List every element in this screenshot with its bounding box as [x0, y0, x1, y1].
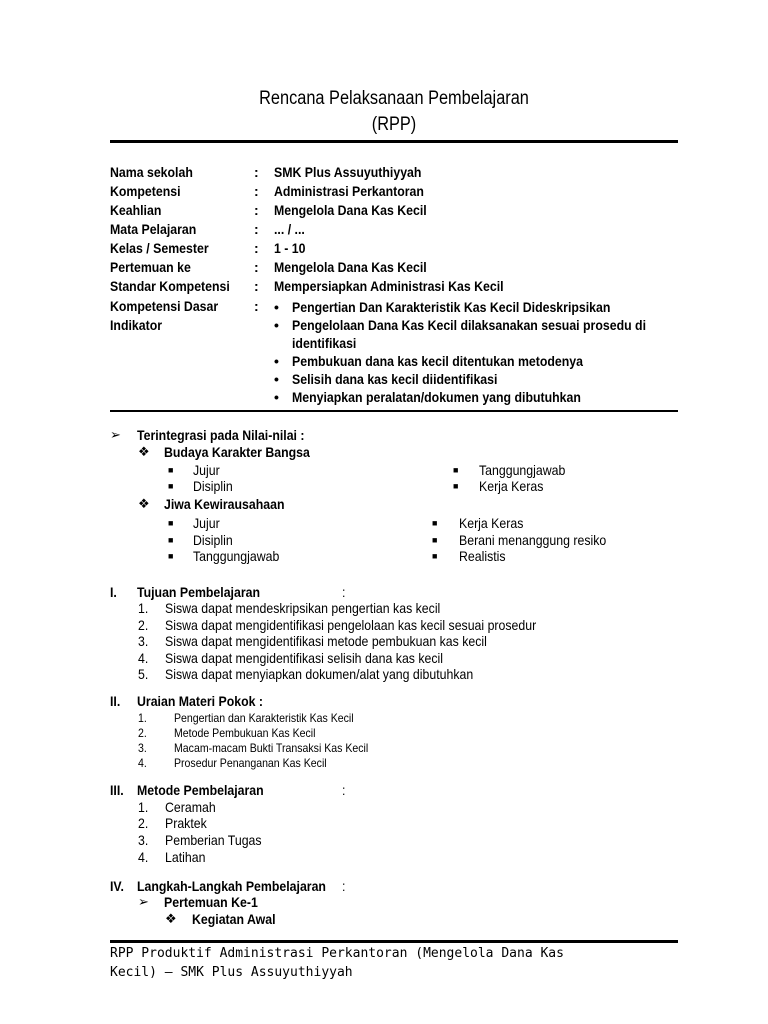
list-item: Ceramah	[165, 799, 216, 815]
list-item: Macam-macam Bukti Transaksi Kas Kecil	[174, 741, 369, 755]
kegiatan-label: Kegiatan Awal	[192, 911, 276, 927]
list-item: • Pembukuan dana kas kecil ditentukan metodenya	[274, 353, 583, 369]
section-title: Tujuan Pembelajaran	[137, 584, 261, 600]
identity-row: Pertemuan ke : Mengelola Dana Kas Kecil	[110, 259, 427, 275]
list-item: Siswa dapat mengidentifikasi pengelolaan kas kecil sesuai prosedur	[165, 617, 537, 633]
list-item: Disiplin	[193, 532, 233, 548]
list-item: Siswa dapat mengidentifikasi selisih dana kas kecil	[165, 650, 444, 666]
pertemuan-label: Pertemuan Ke-1	[164, 894, 258, 910]
identity-row: Indikator	[110, 317, 163, 333]
nilai-heading: Terintegrasi pada Nilai-nilai :	[137, 427, 305, 443]
identity-row: Kelas / Semester : 1 - 10	[110, 240, 306, 256]
section-number: IV.	[110, 878, 124, 894]
document-page: Rencana Pelaksanaan Pembelajaran (RPP) Nama sekolah : SMK Plus Assuyuthiyyah Kompetensi : Administrasi Perkantoran Keahlian : Mengelola Dana Kas Kecil Mata Pelajaran : ... / ... Kelas / Semester : 1 - 10 Pertemuan ke : Mengelola Dana Kas Kecil Standar Kompetensi : Mempersiapkan Administrasi Kas Kecil Kompetensi Dasar : Indikator • Pengertian Dan Karakteristik Kas Kecil Dideskripsikan • Pengelolaan Dana Kas Kecil dilaksanakan sesuai prosedu di identifikasi • Pembukuan dana kas kecil ditentukan metodenya • Selisih dana kas kecil diidentifikasi • Menyiapkan peralatan/dokumen yang dibutuhkan ➢ Terintegrasi pada Nilai-nilai : ❖ Budaya Karakter Bangsa ■ Jujur ■ Disiplin ■ Tanggungjawab ■ Kerja Keras ❖ Jiwa Kewirausahaan ■ Jujur ■ Disiplin ■ Tanggungjawab ■ Kerja Keras ■ Berani menanggung resiko ■ Realistis I. Tujuan Pembelajaran : 1. Siswa dapat mendeskripsikan pengertian kas kecil 2. Siswa dapat mengidentifikasi pengelolaan kas kecil sesuai prosedur 3. Siswa dapat mengidentifikasi metode pembukuan kas kecil 4. Siswa dapat mengidentifikasi selisih dana kas kecil 5. Siswa dapat menyiapkan dokumen/alat yang dibutuhkan II. Uraian Materi Pokok : 1. Pengertian dan Karakteristik Kas Kecil 2. Metode Pembukuan Kas Kecil 3. Macam-macam Bukti Transaksi Kas Kecil 4. Prosedur Penanganan Kas Kecil III. Metode Pembelajaran : 1. Ceramah 2. Praktek 3. Pemberian Tugas 4. Latihan IV. Langkah-Langkah Pembelajaran : ➢ Pertemuan Ke-1 ❖ Kegiatan Awal RPP Produktif Administrasi Perkantoran (Mengelola Dana Kas Kecil) – SMK Plus Assuyuthiyyah	[0, 0, 768, 1024]
list-item: Praktek	[165, 815, 207, 831]
list-item: • Pengelolaan Dana Kas Kecil dilaksanakan sesuai prosedu di identifikasi	[274, 317, 647, 351]
list-item: Siswa dapat mengidentifikasi metode pembukuan kas kecil	[165, 633, 487, 649]
identity-row: Nama sekolah : SMK Plus Assuyuthiyyah	[110, 164, 422, 180]
page-title: Rencana Pelaksanaan Pembelajaran	[259, 88, 529, 109]
identity-row: Mata Pelajaran : ... / ...	[110, 221, 305, 237]
section-number: III.	[110, 782, 124, 798]
square-bullet-icon: ■	[432, 518, 438, 528]
list-item: Prosedur Penanganan Kas Kecil	[174, 756, 327, 770]
section-title: Metode Pembelajaran	[137, 782, 264, 798]
list-item: • Pengertian Dan Karakteristik Kas Kecil Dideskripsikan	[274, 299, 611, 315]
arrow-bullet-icon: ➢	[138, 894, 149, 909]
identity-row: Kompetensi Dasar :	[110, 298, 259, 314]
identity-row: Keahlian : Mengelola Dana Kas Kecil	[110, 202, 427, 218]
square-bullet-icon: ■	[168, 465, 174, 475]
list-item: Kerja Keras	[479, 478, 544, 494]
footer-divider	[110, 940, 678, 943]
square-bullet-icon: ■	[168, 535, 174, 545]
list-item: Tanggungjawab	[193, 548, 280, 564]
section-divider	[110, 410, 678, 412]
kewirausahaan-title: Jiwa Kewirausahaan	[164, 496, 285, 512]
list-item: Disiplin	[193, 478, 233, 494]
title-divider	[110, 140, 678, 143]
diamond-bullet-icon: ❖	[165, 911, 177, 926]
page-footer	[110, 944, 678, 982]
square-bullet-icon: ■	[453, 481, 459, 491]
square-bullet-icon: ■	[432, 551, 438, 561]
list-item: Pengertian dan Karakteristik Kas Kecil	[174, 711, 354, 725]
list-item: • Selisih dana kas kecil diidentifikasi	[274, 371, 498, 387]
identity-row: Kompetensi : Administrasi Perkantoran	[110, 183, 424, 199]
square-bullet-icon: ■	[168, 481, 174, 491]
arrow-bullet-icon: ➢	[110, 427, 121, 442]
square-bullet-icon: ■	[432, 535, 438, 545]
list-item: Tanggungjawab	[479, 462, 566, 478]
section-number: I.	[110, 584, 117, 600]
indicator-list	[274, 298, 684, 406]
square-bullet-icon: ■	[453, 465, 459, 475]
section-title: Uraian Materi Pokok :	[137, 693, 263, 709]
list-item: Siswa dapat menyiapkan dokumen/alat yang dibutuhkan	[165, 666, 474, 682]
list-item: Berani menanggung resiko	[459, 532, 607, 548]
karakter-title: Budaya Karakter Bangsa	[164, 444, 310, 460]
list-item: Pemberian Tugas	[165, 832, 262, 848]
section-number: II.	[110, 693, 121, 709]
square-bullet-icon: ■	[168, 551, 174, 561]
list-item: Jujur	[193, 462, 220, 478]
list-item: Metode Pembukuan Kas Kecil	[174, 726, 316, 740]
page-subtitle: (RPP)	[371, 114, 417, 135]
list-item: Jujur	[193, 515, 220, 531]
diamond-bullet-icon: ❖	[138, 496, 150, 511]
list-item: Kerja Keras	[459, 515, 524, 531]
diamond-bullet-icon: ❖	[138, 444, 150, 459]
section-title: Langkah-Langkah Pembelajaran	[137, 878, 326, 894]
footer-line: RPP Produktif Administrasi Perkantoran (Mengelola Dana Kas	[110, 946, 564, 961]
list-item: Latihan	[165, 849, 206, 865]
identity-row: Standar Kompetensi : Mempersiapkan Administrasi Kas Kecil	[110, 278, 504, 294]
list-item: • Menyiapkan peralatan/dokumen yang dibutuhkan	[274, 389, 581, 405]
square-bullet-icon: ■	[168, 518, 174, 528]
list-item: Siswa dapat mendeskripsikan pengertian kas kecil	[165, 600, 441, 616]
list-item: Realistis	[459, 548, 506, 564]
footer-line: Kecil) – SMK Plus Assuyuthiyyah	[110, 965, 353, 980]
